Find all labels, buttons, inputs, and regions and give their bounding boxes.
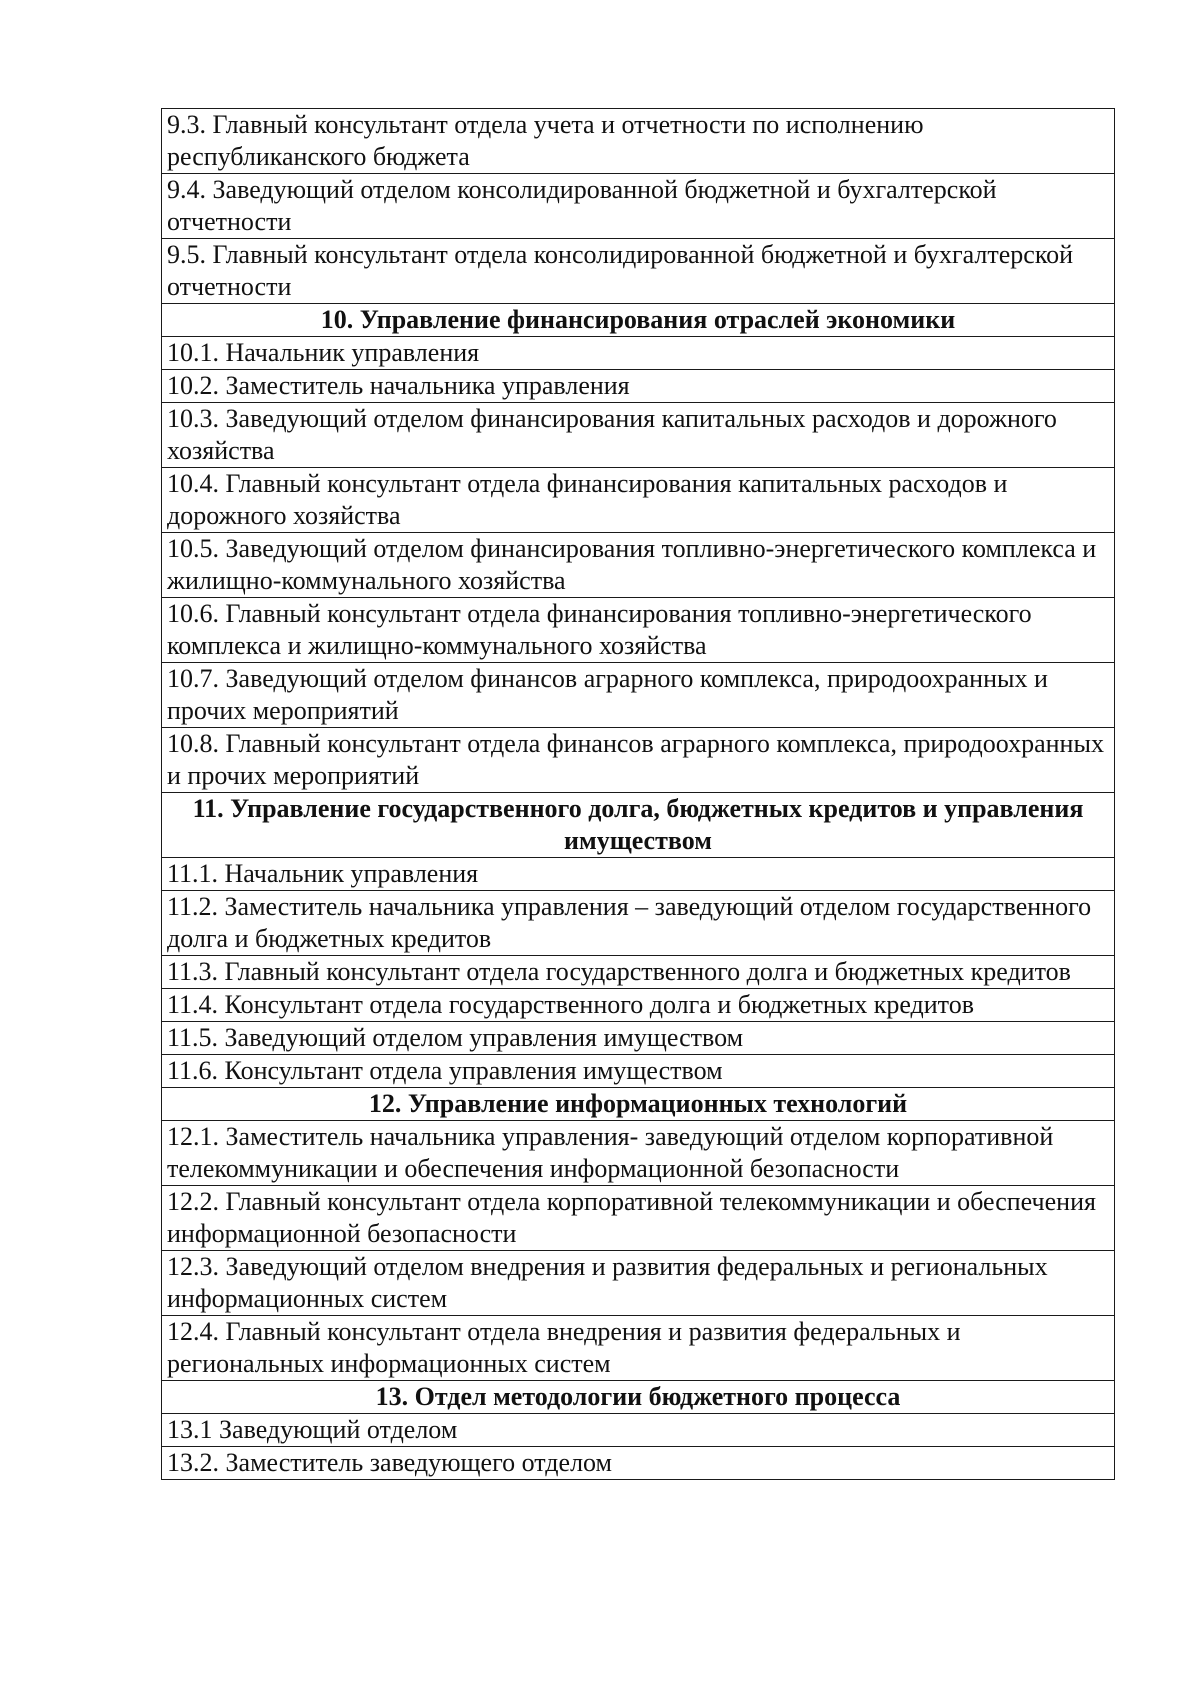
section-title: 10. Управление финансирования отраслей экономики [162, 304, 1115, 337]
table-row [162, 891, 1115, 956]
position-cell: 10.2. Заместитель начальника управления [162, 370, 1115, 403]
position-cell: 10.1. Начальник управления [162, 337, 1115, 370]
position-cell: 10.4. Главный консультант отдела финансирования капитальных расходов и дорожного хозяйства [162, 468, 1115, 533]
section-header-row [162, 793, 1115, 858]
position-cell: 11.3. Главный консультант отдела государственного долга и бюджетных кредитов [162, 956, 1115, 989]
table-row [162, 598, 1115, 663]
position-cell: 10.7. Заведующий отделом финансов аграрного комплекса, природоохранных и прочих мероприятий [162, 663, 1115, 728]
position-cell: 10.6. Главный консультант отдела финансирования топливно-энергетического комплекса и жилищно-коммунального хозяйства [162, 598, 1115, 663]
position-cell: 10.8. Главный консультант отдела финансов аграрного комплекса, природоохранных и прочих мероприятий [162, 728, 1115, 793]
table-row [162, 663, 1115, 728]
table-row [162, 109, 1115, 174]
position-cell: 10.5. Заведующий отделом финансирования топливно-энергетического комплекса и жилищно-коммунального хозяйства [162, 533, 1115, 598]
table-row [162, 956, 1115, 989]
position-cell: 11.5. Заведующий отделом управления имуществом [162, 1022, 1115, 1055]
position-cell: 10.3. Заведующий отделом финансирования капитальных расходов и дорожного хозяйства [162, 403, 1115, 468]
table-row [162, 403, 1115, 468]
position-cell: 13.1 Заведующий отделом [162, 1414, 1115, 1447]
position-cell: 12.4. Главный консультант отдела внедрения и развития федеральных и региональных информационных систем [162, 1316, 1115, 1381]
positions-table [161, 108, 1115, 1480]
position-cell: 9.5. Главный консультант отдела консолидированной бюджетной и бухгалтерской отчетности [162, 239, 1115, 304]
section-title: 12. Управление информационных технологий [162, 1088, 1115, 1121]
section-header-row [162, 304, 1115, 337]
position-cell: 12.1. Заместитель начальника управления- заведующий отделом корпоративной телекоммуникации и обеспечения информационной безопасности [162, 1121, 1115, 1186]
table-row [162, 533, 1115, 598]
position-cell: 12.2. Главный консультант отдела корпоративной телекоммуникации и обеспечения информационной безопасности [162, 1186, 1115, 1251]
position-cell: 13.2. Заместитель заведующего отделом [162, 1447, 1115, 1480]
position-cell: 11.2. Заместитель начальника управления – заведующий отделом государственного долга и бюджетных кредитов [162, 891, 1115, 956]
position-cell: 11.4. Консультант отдела государственного долга и бюджетных кредитов [162, 989, 1115, 1022]
table-row [162, 239, 1115, 304]
table-row [162, 1186, 1115, 1251]
table-row [162, 1447, 1115, 1480]
positions-table-body [162, 109, 1115, 1480]
table-row [162, 468, 1115, 533]
table-row [162, 174, 1115, 239]
section-header-row [162, 1088, 1115, 1121]
position-cell: 9.3. Главный консультант отдела учета и отчетности по исполнению республиканского бюджета [162, 109, 1115, 174]
table-row [162, 370, 1115, 403]
table-row [162, 728, 1115, 793]
position-cell: 11.6. Консультант отдела управления имуществом [162, 1055, 1115, 1088]
table-row [162, 989, 1115, 1022]
table-row [162, 1414, 1115, 1447]
section-title: 11. Управление государственного долга, бюджетных кредитов и управления имуществом [162, 793, 1115, 858]
table-row [162, 1251, 1115, 1316]
position-cell: 12.3. Заведующий отделом внедрения и развития федеральных и региональных информационных систем [162, 1251, 1115, 1316]
section-header-row [162, 1381, 1115, 1414]
section-title: 13. Отдел методологии бюджетного процесса [162, 1381, 1115, 1414]
table-row [162, 1055, 1115, 1088]
table-row [162, 337, 1115, 370]
position-cell: 11.1. Начальник управления [162, 858, 1115, 891]
table-row [162, 1022, 1115, 1055]
table-row [162, 1121, 1115, 1186]
table-row [162, 1316, 1115, 1381]
table-row [162, 858, 1115, 891]
position-cell: 9.4. Заведующий отделом консолидированной бюджетной и бухгалтерской отчетности [162, 174, 1115, 239]
